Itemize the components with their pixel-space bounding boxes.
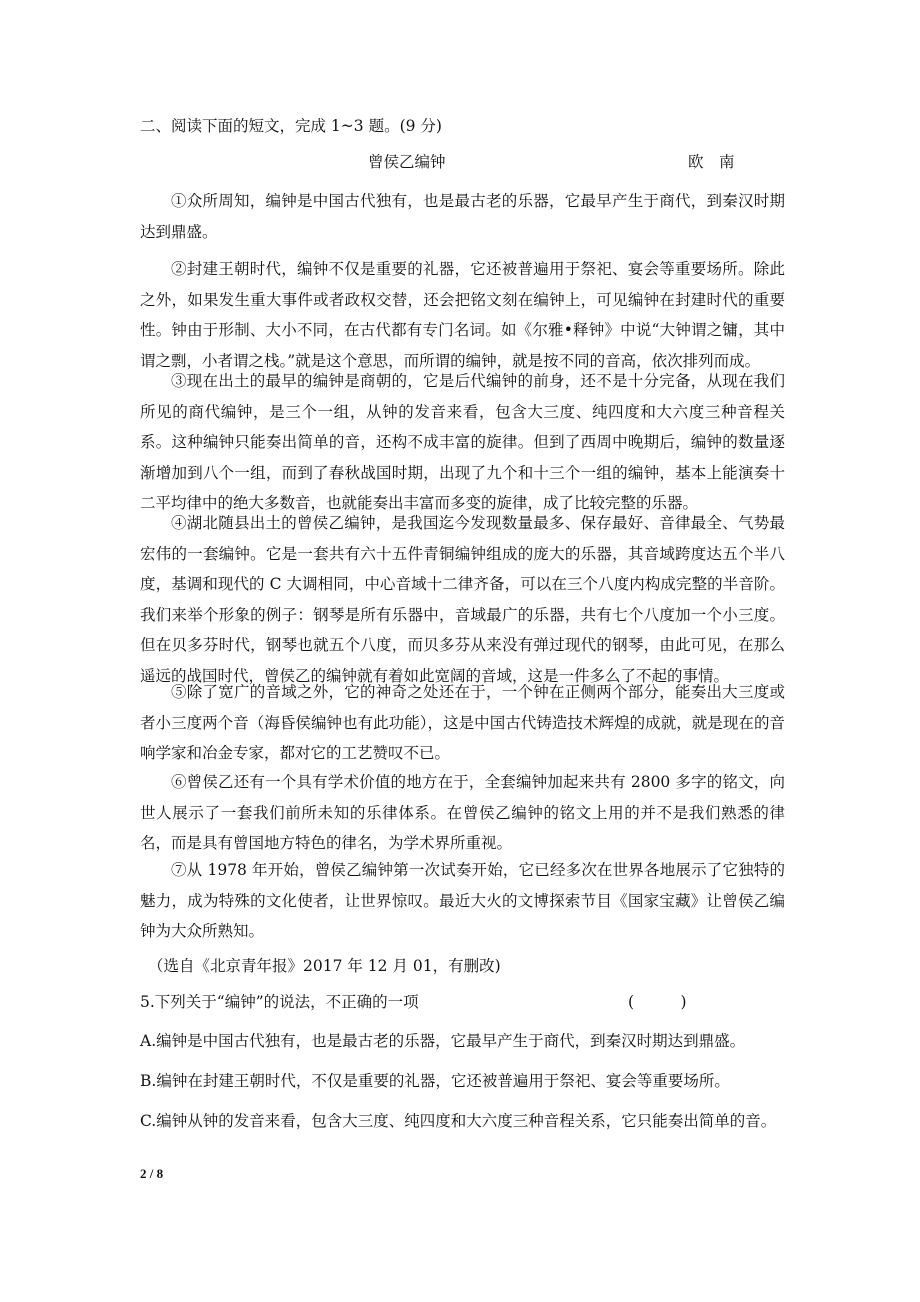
page-number: 2 / 8 — [140, 1166, 164, 1181]
paragraph-1: ①众所周知，编钟是中国古代独有，也是最古老的乐器，它最早产生于商代，到秦汉时期达到鼎盛。 — [140, 192, 785, 241]
paragraph-3: ③现在出土的最早的编钟是商朝的，它是后代编钟的前身，还不是十分完备，从现在我们所见的商代编钟，是三个一组，从钟的发音来看，包含大三度、纯四度和大六度三种音程关系。这种编钟只能奏出简单的音，还构不成丰富的旋律。但到了西周中晚期后，编钟的数量逐渐增加到八个一组，而到了春秋战国时期，出现了九个和十三个一组的编钟，基本上能演奏十二平均律中的绝大多数音，也就能奏出丰富而多变的旋律，成了比较完整的乐器。 — [140, 372, 785, 512]
paragraph-4: ④湖北随县出土的曾侯乙编钟，是我国迄今发现数量最多、保存最好、音律最全、气势最宏伟的一套编钟。它是一套共有六十五件青铜编钟组成的庞大的乐器，其音域跨度达五个半八度，基调和现代的 C 大调相同，中心音域十二律齐备，可以在三个八度内构成完整的半音阶。我们来举个形象的例子：钢琴是所有乐器中，音域最广的乐器，共有七个八度加一个小三度。但在贝多芬时代，钢琴也就五个八度，而贝多芬从来没有弹过现代的钢琴，由此可见，在那么遥远的战国时代，曾侯乙的编钟就有着如此宽阔的音域，这是一件多么了不起的事情。 — [140, 514, 785, 685]
paragraph-6: ⑥曾侯乙还有一个具有学术价值的地方在于，全套编钟加起来共有 2800 多字的铭文，向世人展示了一套我们前所未知的乐律体系。在曾侯乙编钟的铭文上用的并不是我们熟悉的律名，而是具有曾国地方特色的律名，为学术界所重视。 — [140, 773, 785, 852]
paragraph-7: ⑦从 1978 年开始，曾侯乙编钟第一次试奏开始，它已经多次在世界各地展示了它独特的魅力，成为特殊的文化使者，让世界惊叹。最近大火的文博探索节目《国家宝藏》让曾侯乙编钟为大众所熟知。 — [140, 861, 785, 940]
option-a: A.编钟是中国古代独有，也是最古老的乐器，它最早产生于商代，到秦汉时期达到鼎盛。 — [140, 1032, 746, 1050]
article-author: 欧 南 — [688, 153, 735, 171]
option-c: C.编钟从钟的发音来看，包含大三度、纯四度和大六度三种音程关系，它只能奏出简单的音。 — [140, 1112, 777, 1130]
answer-blank: ( ) — [628, 993, 687, 1011]
section-heading: 二、阅读下面的短文，完成 1~3 题。(9 分) — [140, 117, 442, 135]
question-stem: 5.下列关于“编钟”的说法，不正确的一项 — [140, 993, 419, 1011]
paragraph-5: ⑤除了宽广的音域之外，它的神奇之处还在于，一个钟在正侧两个部分，能奏出大三度或者小三度两个音（海昏侯编钟也有此功能），这是中国古代铸造技术辉煌的成就，就是现在的音响学家和冶金专家，都对它的工艺赞叹不已。 — [140, 683, 785, 762]
paragraph-2: ②封建王朝时代，编钟不仅是重要的礼器，它还被普遍用于祭祀、宴会等重要场所。除此之外，如果发生重大事件或者政权交替，还会把铭文刻在编钟上，可见编钟在封建时代的重要性。钟由于形制、大小不同，在古代都有专门名词。如《尔雅•释钟》中说“大钟谓之镛，其中谓之剽，小者谓之栈。”就是这个意思，而所谓的编钟，就是按不同的音高，依次排列而成。 — [140, 260, 785, 370]
article-title: 曾侯乙编钟 — [368, 153, 446, 171]
article-source: （选自《北京青年报》2017 年 12 月 01，有删改) — [148, 957, 501, 975]
option-b: B.编钟在封建王朝时代，不仅是重要的礼器，它还被普遍用于祭祀、宴会等重要场所。 — [140, 1072, 730, 1090]
